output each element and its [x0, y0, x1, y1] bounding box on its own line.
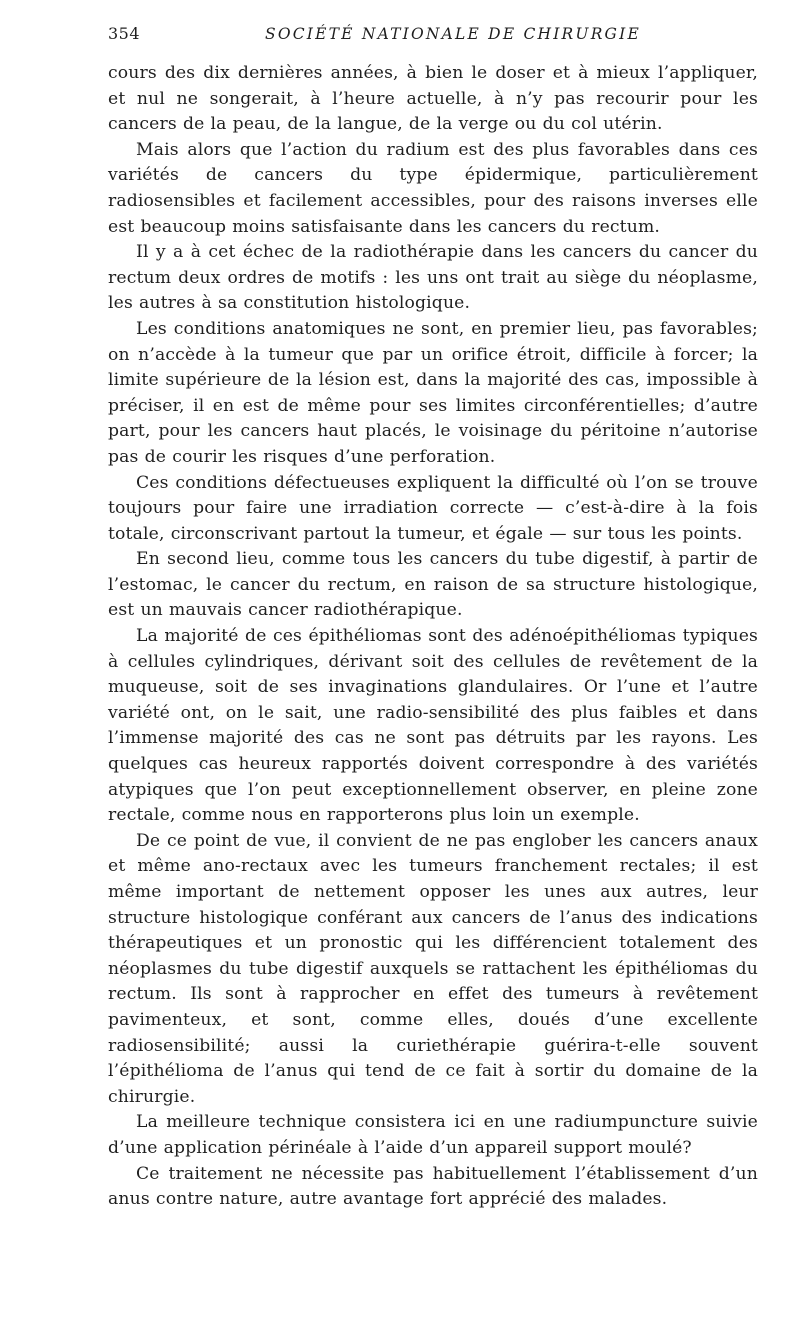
body-text	[108, 61, 758, 1213]
paragraph-anal-cancers: De ce point de vue, il convient de ne pas englober les cancers anaux et même ano-rectaux avec les tumeurs franchement rectales; il est même important de nettement opposer les unes aux autres, leur structure histologique conférant aux cancers de l’anus des indications thérapeutiques et un pronostic qui les différencient totalement des néoplasmes du tube digestif auxquels se rattachent les épithéliomas du rectum. Ils sont à rapprocher en effet des tumeurs à revêtement pavimenteux, et sont, comme elles, doués d’une excellente radiosensibilité; aussi la curiethérapie guérira-t-elle souvent l’épithélioma de l’anus qui tend de ce fait à sortir du domaine de la chirurgie.	[108, 830, 758, 1107]
paragraph-treatment: Ce traitement ne nécessite pas habituellement l’établissement d’un anus contre nature, autre avantage fort apprécié des malades.	[108, 1163, 758, 1210]
paragraph-epitheliomas: La majorité de ces épithéliomas sont des adénoépithéliomas typiques à cellules cylindriques, dérivant soit des cellules de revêtement de la muqueuse, soit de ses invaginations glandulaires. Or l’une et l’autre variété ont, on le sait, une radio-sensibilité des plus faibles et dans l’immense majorité des cas ne sont pas détruits par les rayons. Les quelques cas heureux rapportés doivent correspondre à des variétés atypiques que l’on peut exceptionnellement observer, en pleine zone rectale, comme nous en rapporterons plus loin un exemple.	[108, 626, 758, 826]
paragraph-failure-motifs: Il y a à cet échec de la radiothérapie dans les cancers du cancer du rectum deux ordres de motifs : les uns ont trait au siège du néoplasme, les autres à sa constitution histologique.	[108, 242, 758, 314]
running-title: SOCIÉTÉ NATIONALE DE CHIRURGIE	[265, 25, 641, 43]
paragraph-best-technique: La meilleure technique consistera ici en une radiumpuncture suivie d’une application périnéale à l’aide d’un appareil support moulé?	[108, 1112, 758, 1158]
running-head	[108, 22, 758, 46]
paragraph-anatomical-conditions: Les conditions anatomiques ne sont, en premier lieu, pas favorables; on n’accède à la tumeur que par un orifice étroit, difficile à forcer; la limite supérieure de la lésion est, dans la majorité des cas, impossible à préciser, il en est de même pour ses limites circonférentielles; d’autre part, pour les cancers haut placés, le voisinage du péritoine n’autorise pas de courir les risques d’une perforation.	[108, 318, 758, 467]
page-number: 354	[108, 24, 141, 43]
paragraph-second-reason: En second lieu, comme tous les cancers du tube digestif, à partir de l’estomac, le cancer du rectum, en raison de sa structure histologique, est un mauvais cancer radiothérapique.	[108, 549, 758, 621]
paragraph-continuation: cours des dix dernières années, à bien le doser et à mieux l’appliquer, et nul ne songerait, à l’heure actuelle, à n’y pas recourir pour les cancers de la peau, de la langue, de la verge ou du col utérin.	[108, 63, 758, 135]
paragraph-radium-action: Mais alors que l’action du radium est des plus favorables dans ces variétés de cancers du type épidermique, particulièrement radiosensibles et facilement accessibles, pour des raisons inverses elle est beaucoup moins satisfaisante dans les cancers du rectum.	[108, 139, 758, 237]
paragraph-defective-conditions: Ces conditions défectueuses expliquent la difficulté où l’on se trouve toujours pour faire une irradiation correcte — c’est-à-dire à la fois totale, circonscrivant partout la tumeur, et égale — sur tous les points.	[108, 472, 758, 544]
